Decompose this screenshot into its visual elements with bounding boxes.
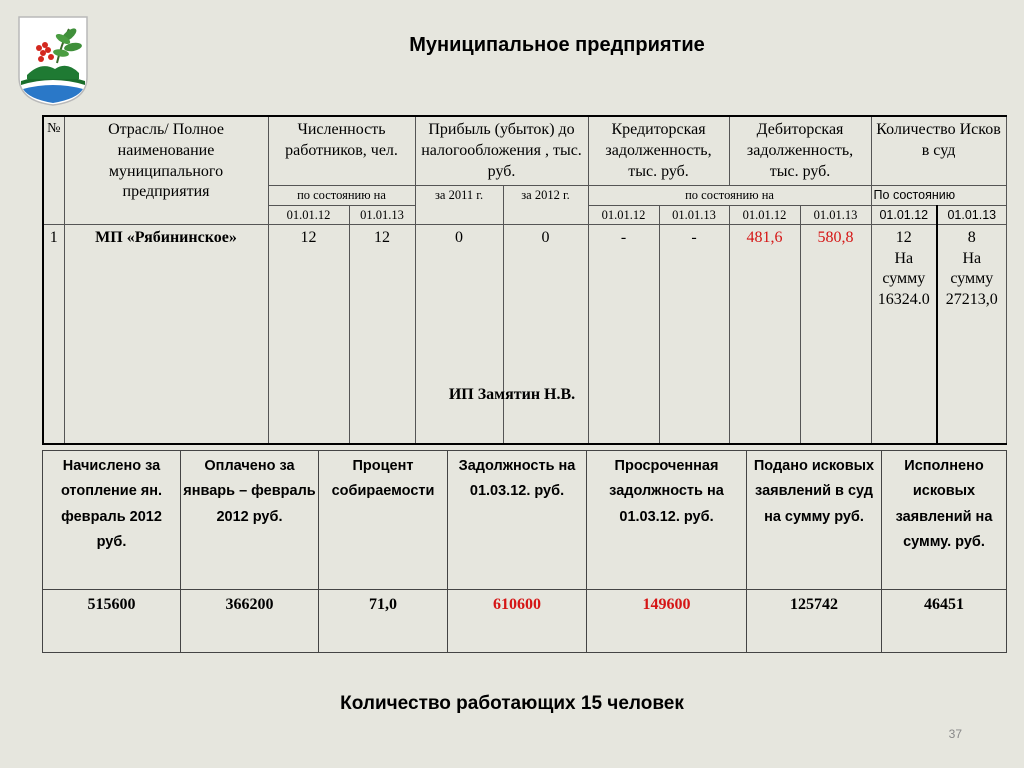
row-name: МП «Рябининское»: [64, 224, 268, 444]
header-debtor: Дебиторская задолженность, тыс. руб.: [729, 116, 871, 186]
lawsuit-label: сумму: [950, 270, 994, 288]
table-header-row: [43, 116, 1006, 186]
lawsuit-count: 8: [967, 228, 976, 246]
row-num: 1: [43, 224, 64, 444]
value-cell: 149600: [587, 590, 747, 653]
value-cell: 71,0: [319, 590, 448, 653]
header-cell: Просроченная задолжность на 01.03.12. руб.: [587, 451, 747, 590]
lawsuit-label: На: [962, 249, 982, 267]
subheader-2011: за 2011 г.: [415, 186, 503, 225]
value-cell: 46451: [882, 590, 1007, 653]
date-cell: 01.01.12: [871, 205, 937, 224]
header-cell: Начислено за отопление ян. февраль 2012 руб.: [43, 451, 181, 590]
section-subtitle: ИП Замятин Н.В.: [448, 386, 576, 403]
header-industry: Отрасль/ Полное наименование муниципального предприятия: [64, 116, 268, 224]
header-cell: Оплачено за январь – февраль 2012 руб.: [181, 451, 319, 590]
row-lawsuits-2012: [871, 224, 937, 444]
value-cell: 366200: [181, 590, 319, 653]
table-row: [43, 590, 1007, 653]
page-title: Муниципальное предприятие: [409, 34, 705, 56]
row-value: -: [588, 224, 659, 444]
date-cell: 01.01.13: [659, 205, 729, 224]
date-cell: 01.01.12: [588, 205, 659, 224]
subheader-as-of-3: По состоянию: [871, 186, 1006, 205]
row-lawsuits-2013: [937, 224, 1006, 444]
row-value: 12: [349, 224, 415, 444]
row-value: 0: [503, 224, 588, 444]
subheader-2012: за 2012 г.: [503, 186, 588, 225]
header-cell: Подано исковых заявлений в суд на сумму руб.: [747, 451, 882, 590]
lawsuit-sum: 27213,0: [945, 291, 998, 309]
header-lawsuits: Количество Исков в суд: [871, 116, 1006, 186]
table-row: [43, 224, 1006, 444]
date-cell: 01.01.13: [800, 205, 871, 224]
subheader-as-of-2: по состоянию на: [588, 186, 871, 205]
row-value: 12: [268, 224, 349, 444]
subheader-as-of: по состоянию на: [268, 186, 415, 205]
lawsuit-sum: 16324.0: [877, 291, 930, 309]
value-cell: 610600: [448, 590, 587, 653]
header-num: №: [43, 116, 64, 224]
date-cell: 01.01.13: [937, 205, 1006, 224]
page-number: 37: [948, 727, 962, 741]
header-cell: Задолжность на 01.03.12. руб.: [448, 451, 587, 590]
table-header-row: [43, 451, 1007, 590]
lawsuit-count: 12: [895, 228, 912, 246]
row-value: -: [659, 224, 729, 444]
coat-of-arms-logo: [17, 15, 89, 107]
date-cell: 01.01.13: [349, 205, 415, 224]
header-creditor: Кредиторская задолженность, тыс. руб.: [588, 116, 729, 186]
header-headcount: Численность работников, чел.: [268, 116, 415, 186]
lawsuit-label: сумму: [882, 270, 926, 288]
footer-text: Количество работающих 15 человек: [340, 693, 684, 714]
billing-table: [42, 450, 1007, 653]
row-value: 0: [415, 224, 503, 444]
lawsuit-label: На: [894, 249, 914, 267]
value-cell: 125742: [747, 590, 882, 653]
value-cell: 515600: [43, 590, 181, 653]
date-cell: 01.01.12: [729, 205, 800, 224]
row-value: 481,6: [729, 224, 800, 444]
header-cell: Процент собираемости: [319, 451, 448, 590]
header-profit: Прибыль (убыток) до налогообложения , тыс. руб.: [415, 116, 588, 186]
row-value: 580,8: [800, 224, 871, 444]
date-cell: 01.01.12: [268, 205, 349, 224]
header-cell: Исполнено исковых заявлений на сумму. руб.: [882, 451, 1007, 590]
